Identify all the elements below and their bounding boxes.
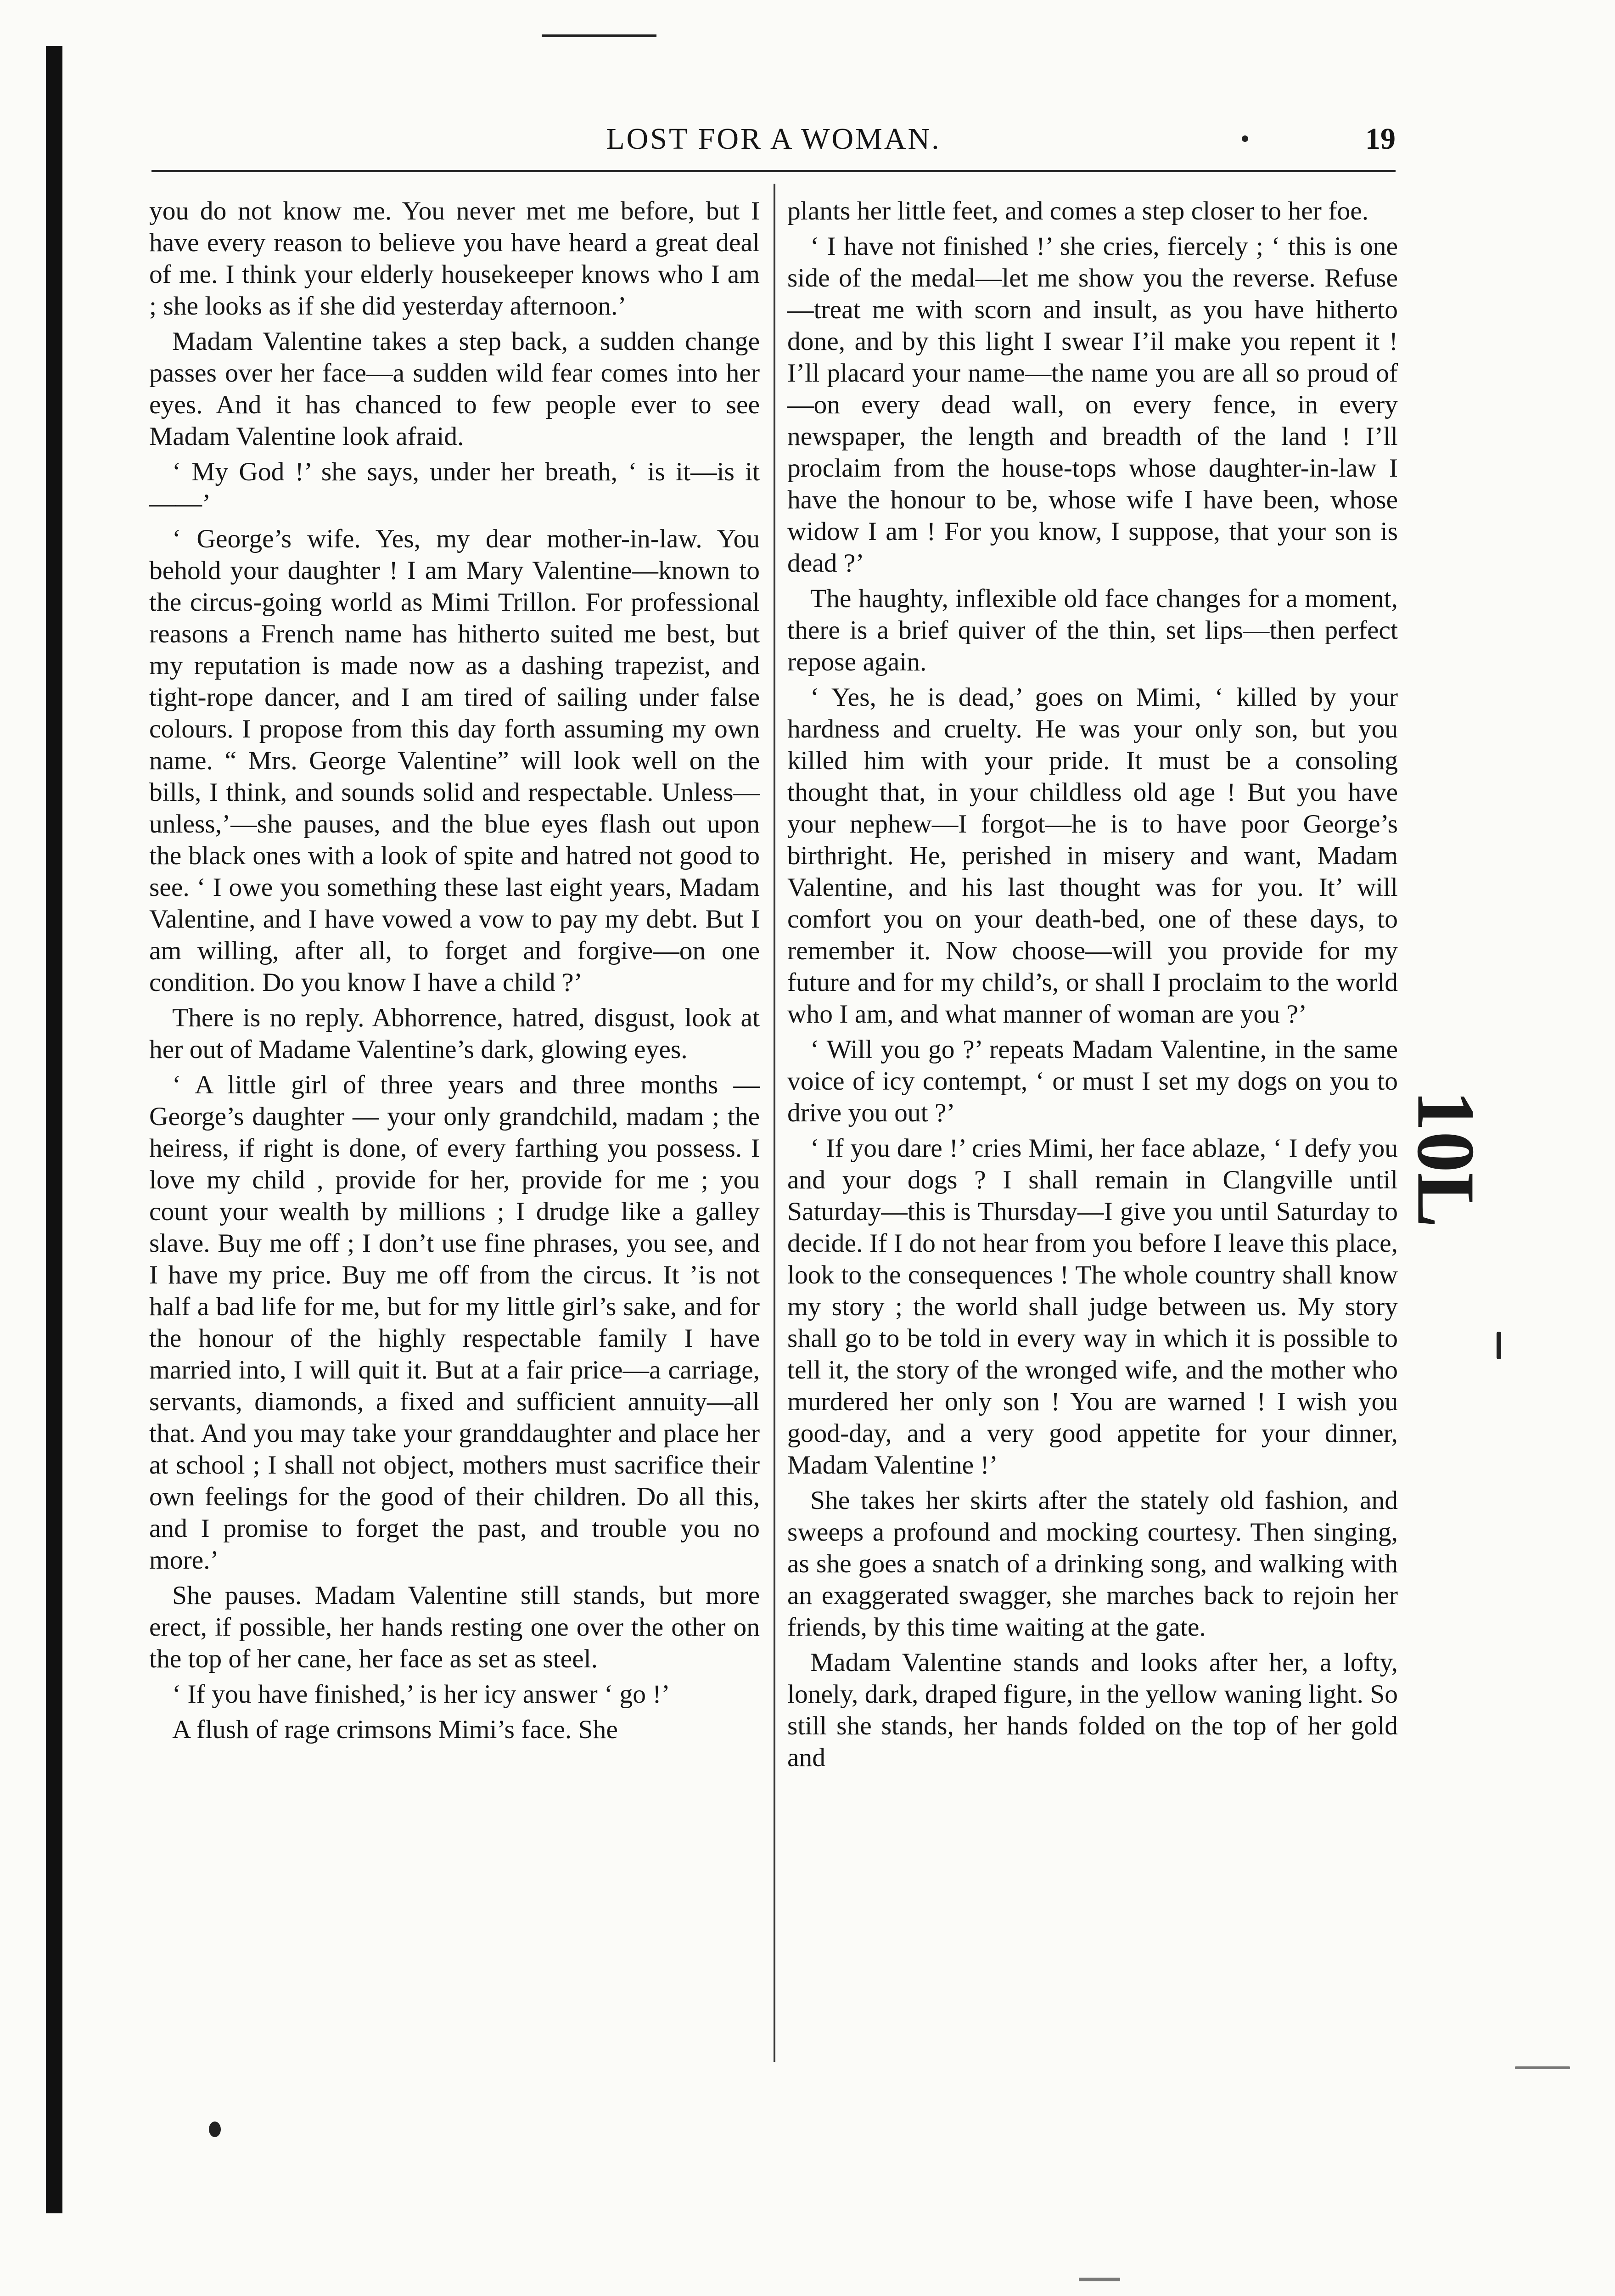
paragraph: A flush of rage crimsons Mimi’s face. She: [172, 1715, 618, 1744]
page-header: [151, 117, 1396, 168]
ink-speck: [209, 2122, 221, 2137]
paragraph: She pauses. Madam Valentine still stands, but more erect, if possible, her hands resting one over the other on the top of her cane, her face as set as steel.: [149, 1581, 760, 1673]
stamp-text: 10L: [1400, 1090, 1492, 1228]
top-rule-fragment: [542, 34, 656, 37]
paragraph: ‘ Will you go ?’ repeats Madam Valentine, in the same voice of icy contempt, ‘ or must I set my dogs on you to drive you out ?’: [787, 1035, 1398, 1127]
library-stamp: [1400, 1038, 1506, 1254]
page-number: 19: [1365, 122, 1396, 156]
ink-speck: [1079, 2278, 1120, 2281]
paragraph: There is no reply. Abhorrence, hatred, disgust, look at her out of Madame Valentine’s dark, glowing eyes.: [149, 1003, 760, 1064]
paragraph: ‘ If you dare !’ cries Mimi, her face ablaze, ‘ I defy you and your dogs ? I shall remain in Clangville until Saturday—this is Thursday—I give you until Saturday to decide. If I do not hear from you before I leave this place, look to the consequences ! The whole country shall know my story ; the world shall judge between us. My story shall go to be told in every way in which it is possible to tell it, the story of the wronged wife, and the mother who murdered her only son ! You are warned ! I wish you good-day, and a very good appetite for your dinner, Madam Valentine !’: [787, 1134, 1398, 1480]
paragraph: Madam Valentine stands and looks after her, a lofty, lonely, dark, draped figure, in the yellow waning light. So still she stands, her hands folded on the top of her gold and: [787, 1648, 1398, 1772]
header-dot: [1242, 135, 1248, 142]
header-rule: [151, 170, 1396, 172]
paragraph: ‘ I have not finished !’ she cries, fiercely ; ‘ this is one side of the medal—let me show you the reverse. Refuse—treat me with scorn and insult, as you have hitherto done, and by this light I swear I’il make you repent it ! I’ll placard your name—the name you are all so proud of —on every dead wall, on every fence, in every newspaper, the length and breadth of the land ! I’ll proclaim from the house-tops whose daughter-in-law I have the honour to be, whose wife I have been, whose widow I am ! For you know, I suppose, that your son is dead ?’: [787, 232, 1398, 578]
paragraph: ‘ Yes, he is dead,’ goes on Mimi, ‘ killed by your hardness and cruelty. He was your only son, but you killed him with your pride. It must be a consoling thought that, in your childless old age ! But you have your nephew—I forgot—he is to have poor George’s birthright. He, perished in misery and want, Madam Valentine, and his last thought was for you. It’ will comfort you on your death-bed, one of these days, to remember it. Now choose—will you provide for my future and for my child’s, or shall I proclaim to the world who I am, and what manner of woman are you ?’: [787, 683, 1398, 1029]
paragraph: ‘ A little girl of three years and three months — George’s daughter — your only grandchild, madam ; the heiress, if right is done, of every farthing you possess. I love my child , provide for her, provide for me ; you count your wealth by millions ; I drudge like a galley slave. Buy me off ; I don’t use fine phrases, you see, and I have my price. Buy me off from the circus. It ’is not half a bad life for me, but for my little girl’s sake, and for the honour of the highly respectable family I have married into, I will quit it. But at a fair price—a carriage, servants, diamonds, a fixed and sufficient annuity—all that. And you may take your granddaughter and place her at school ; I shall not object, mothers must sacrifice their own feelings for the good of their children. Do all this, and I promise to forget the past, and trouble you no more.’: [149, 1070, 760, 1575]
ink-speck: [1515, 2066, 1570, 2069]
column-divider: [774, 184, 775, 2062]
paragraph: plants her little feet, and comes a step closer to her foe.: [787, 197, 1369, 225]
paragraph: She takes her skirts after the stately old fashion, and sweeps a profound and mocking courtesy. Then singing, as she goes a snatch of a drinking song, and walking with an exaggerated swagger, she marches back to rejoin her friends, by this time waiting at the gate.: [787, 1486, 1398, 1642]
paragraph: The haughty, inflexible old face changes for a moment, there is a brief quiver of the thin, set lips—then perfect repose again.: [787, 584, 1398, 676]
ink-speck: [1497, 1332, 1501, 1359]
right-column: [787, 195, 1398, 2078]
paragraph: Madam Valentine takes a step back, a sudden change passes over her face—a sudden wild fear comes into her eyes. And it has chanced to few people ever to see Madam Valentine look afraid.: [149, 327, 760, 451]
paragraph: you do not know me. You never met me before, but I have every reason to believe you have heard a great deal of me. I think your elderly housekeeper knows who I am ; she looks as if she did yesterday afternoon.’: [149, 197, 760, 321]
paragraph: ‘ George’s wife. Yes, my dear mother-in-law. You behold your daughter ! I am Mary Valentine—known to the circus-going world as Mimi Trillon. For professional reasons a French name has hitherto suited me best, but my reputation is made now as a dashing trapezist, and tight-rope dancer, and I am tired of sailing under false colours. I propose from this day forth assuming my own name. “ Mrs. George Valentine” will look well on the bills, I think, and sounds solid and respectable. Unless—unless,’—she pauses, and the blue eyes flash out upon the black ones with a look of spite and hatred not good to see. ‘ I owe you something these last eight years, Madam Valentine, and I have vowed a vow to pay my debt. But I am willing, after all, to forget and forgive—on one condition. Do you know I have a child ?’: [149, 524, 760, 997]
paragraph: ‘ My God !’ she says, under her breath, ‘ is it—is it——’: [149, 457, 760, 518]
binding-edge: [46, 46, 62, 2213]
running-title: LOST FOR A WOMAN.: [606, 122, 941, 156]
left-column: [149, 195, 760, 2078]
paragraph: ‘ If you have finished,’ is her icy answer ‘ go !’: [172, 1680, 670, 1709]
